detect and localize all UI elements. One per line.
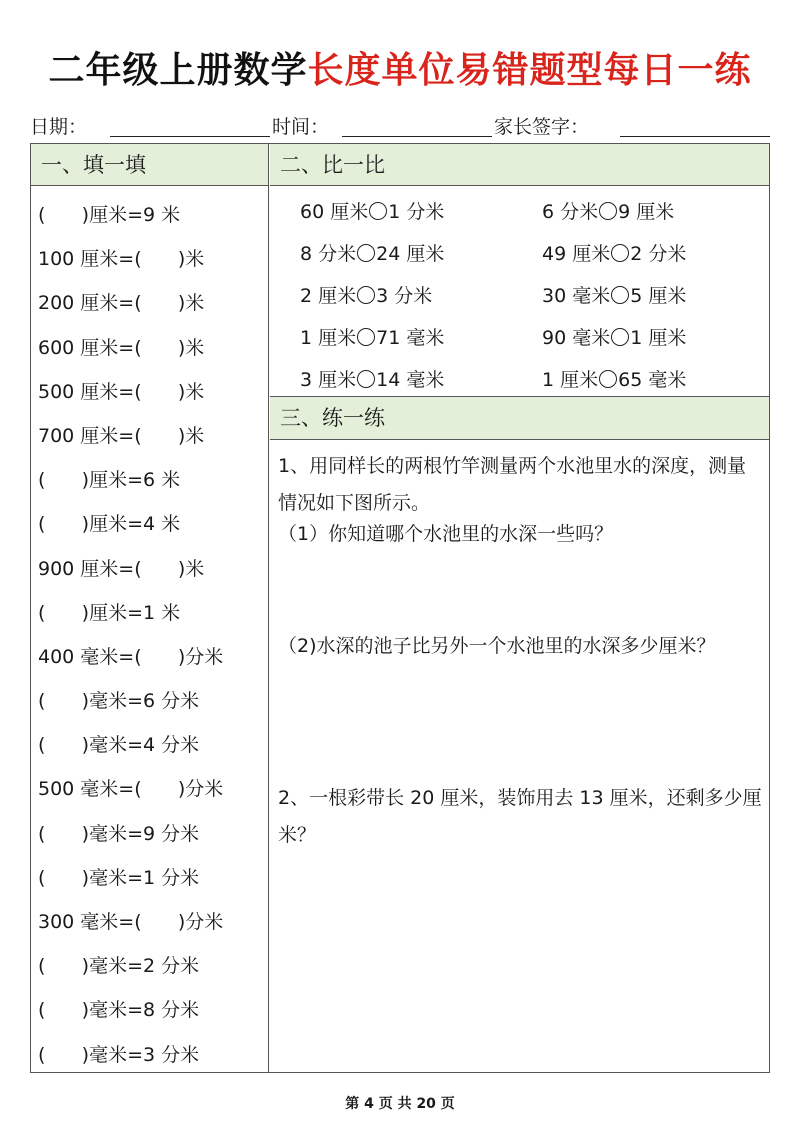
compare-right-value: 1 分米: [388, 201, 445, 223]
compare-item: [300, 276, 444, 318]
compare-circle[interactable]: [357, 244, 375, 262]
compare-right-value: 24 厘米: [376, 243, 445, 265]
fill-item: ( )厘米=9 米: [38, 204, 181, 226]
compare-circle[interactable]: [599, 202, 617, 220]
compare-left-value: 6 分米: [542, 201, 599, 223]
fill-list: [38, 195, 263, 1079]
compare-right-value: 1 厘米: [630, 327, 687, 349]
compare-left-value: 90 毫米: [542, 327, 611, 349]
time-label: 时间：: [272, 116, 330, 138]
question-1-part-1: （1）你知道哪个水池里的水深一些吗？: [278, 523, 614, 545]
compare-circle[interactable]: [357, 370, 375, 388]
compare-item: [542, 276, 686, 318]
compare-right-value: 65 毫米: [618, 369, 687, 391]
date-field[interactable]: [110, 136, 270, 137]
compare-circle[interactable]: [611, 328, 629, 346]
question-2: 2、一根彩带长 20 厘米，装饰用去 13 厘米，还剩多少厘米？: [278, 787, 762, 846]
date-label: 日期：: [30, 116, 88, 138]
fill-item: 500 厘米=( )米: [38, 380, 205, 403]
compare-left-value: 8 分米: [300, 243, 357, 265]
fill-item: ( )毫米=2 分米: [38, 955, 200, 978]
compare-item: [542, 192, 686, 234]
fill-item: 400 毫米=( )分米: [38, 645, 224, 668]
compare-right-value: 9 厘米: [618, 201, 675, 223]
compare-left-value: 30 毫米: [542, 285, 611, 307]
compare-circle[interactable]: [599, 370, 617, 388]
compare-circle[interactable]: [611, 244, 629, 262]
compare-left-value: 3 厘米: [300, 369, 357, 391]
compare-circle[interactable]: [357, 286, 375, 304]
column-divider: [268, 143, 269, 1073]
fill-item: 900 厘米=( )米: [38, 557, 205, 580]
parent-signature-field[interactable]: [620, 136, 770, 137]
compare-item: [300, 360, 444, 402]
fill-item: ( )毫米=3 分米: [38, 1043, 200, 1066]
compare-circle[interactable]: [611, 286, 629, 304]
question-1: 1、用同样长的两根竹竿测量两个水池里水的深度，测量情况如下图所示。: [278, 455, 747, 514]
section-compare-heading: 二、比一比: [270, 144, 769, 186]
compare-item: [300, 234, 444, 276]
compare-left-value: 1 厘米: [542, 369, 599, 391]
compare-right-value: 5 厘米: [630, 285, 687, 307]
title-grade: 二年级上册数学: [48, 50, 308, 91]
parent-signature-label: 家长签字：: [494, 116, 590, 138]
fill-item: 600 厘米=( )米: [38, 336, 205, 359]
compare-right-value: 3 分米: [376, 285, 433, 307]
compare-item: [542, 360, 686, 402]
compare-item: [300, 192, 444, 234]
fill-item: ( )毫米=1 分米: [38, 866, 200, 889]
fill-item: ( )毫米=4 分米: [38, 734, 200, 757]
compare-circle[interactable]: [369, 202, 387, 220]
page-footer: 第 4 页 共 20 页: [345, 1096, 455, 1112]
fill-item: ( )厘米=1 米: [38, 601, 181, 624]
compare-item: [542, 234, 686, 276]
compare-left-value: 60 厘米: [300, 201, 369, 223]
fill-item: 700 厘米=( )米: [38, 424, 205, 447]
compare-left-value: 1 厘米: [300, 327, 357, 349]
page-title: [0, 42, 800, 93]
compare-item: [542, 318, 686, 360]
compare-right-column: [542, 192, 686, 402]
fill-item: ( )厘米=6 米: [38, 469, 181, 492]
fill-item: ( )毫米=6 分米: [38, 690, 200, 713]
compare-right-value: 14 毫米: [376, 369, 445, 391]
fill-item: 200 厘米=( )米: [38, 292, 205, 315]
section-fill-heading: 一、填一填: [31, 144, 268, 186]
question-1-part-2: （2)水深的池子比另外一个水池里的水深多少厘米？: [278, 635, 716, 657]
title-topic: 长度单位易错题型每日一练: [307, 50, 752, 91]
fill-item: 500 毫米=( )分米: [38, 778, 224, 801]
fill-item: 100 厘米=( )米: [38, 248, 205, 271]
section-practice-heading: 三、练一练: [270, 396, 769, 440]
fill-item: 300 毫米=( )分米: [38, 911, 224, 933]
compare-circle[interactable]: [357, 328, 375, 346]
compare-item: [300, 318, 444, 360]
compare-right-value: 2 分米: [630, 243, 687, 265]
meta-row: [30, 112, 770, 142]
time-field[interactable]: [342, 136, 492, 137]
compare-right-value: 71 毫米: [376, 327, 445, 349]
fill-item: ( )厘米=4 米: [38, 513, 181, 536]
fill-item: ( )毫米=8 分米: [38, 999, 200, 1022]
compare-left-value: 49 厘米: [542, 243, 611, 265]
compare-left-column: [300, 192, 444, 402]
compare-left-value: 2 厘米: [300, 285, 357, 307]
fill-item: ( )毫米=9 分米: [38, 822, 200, 845]
